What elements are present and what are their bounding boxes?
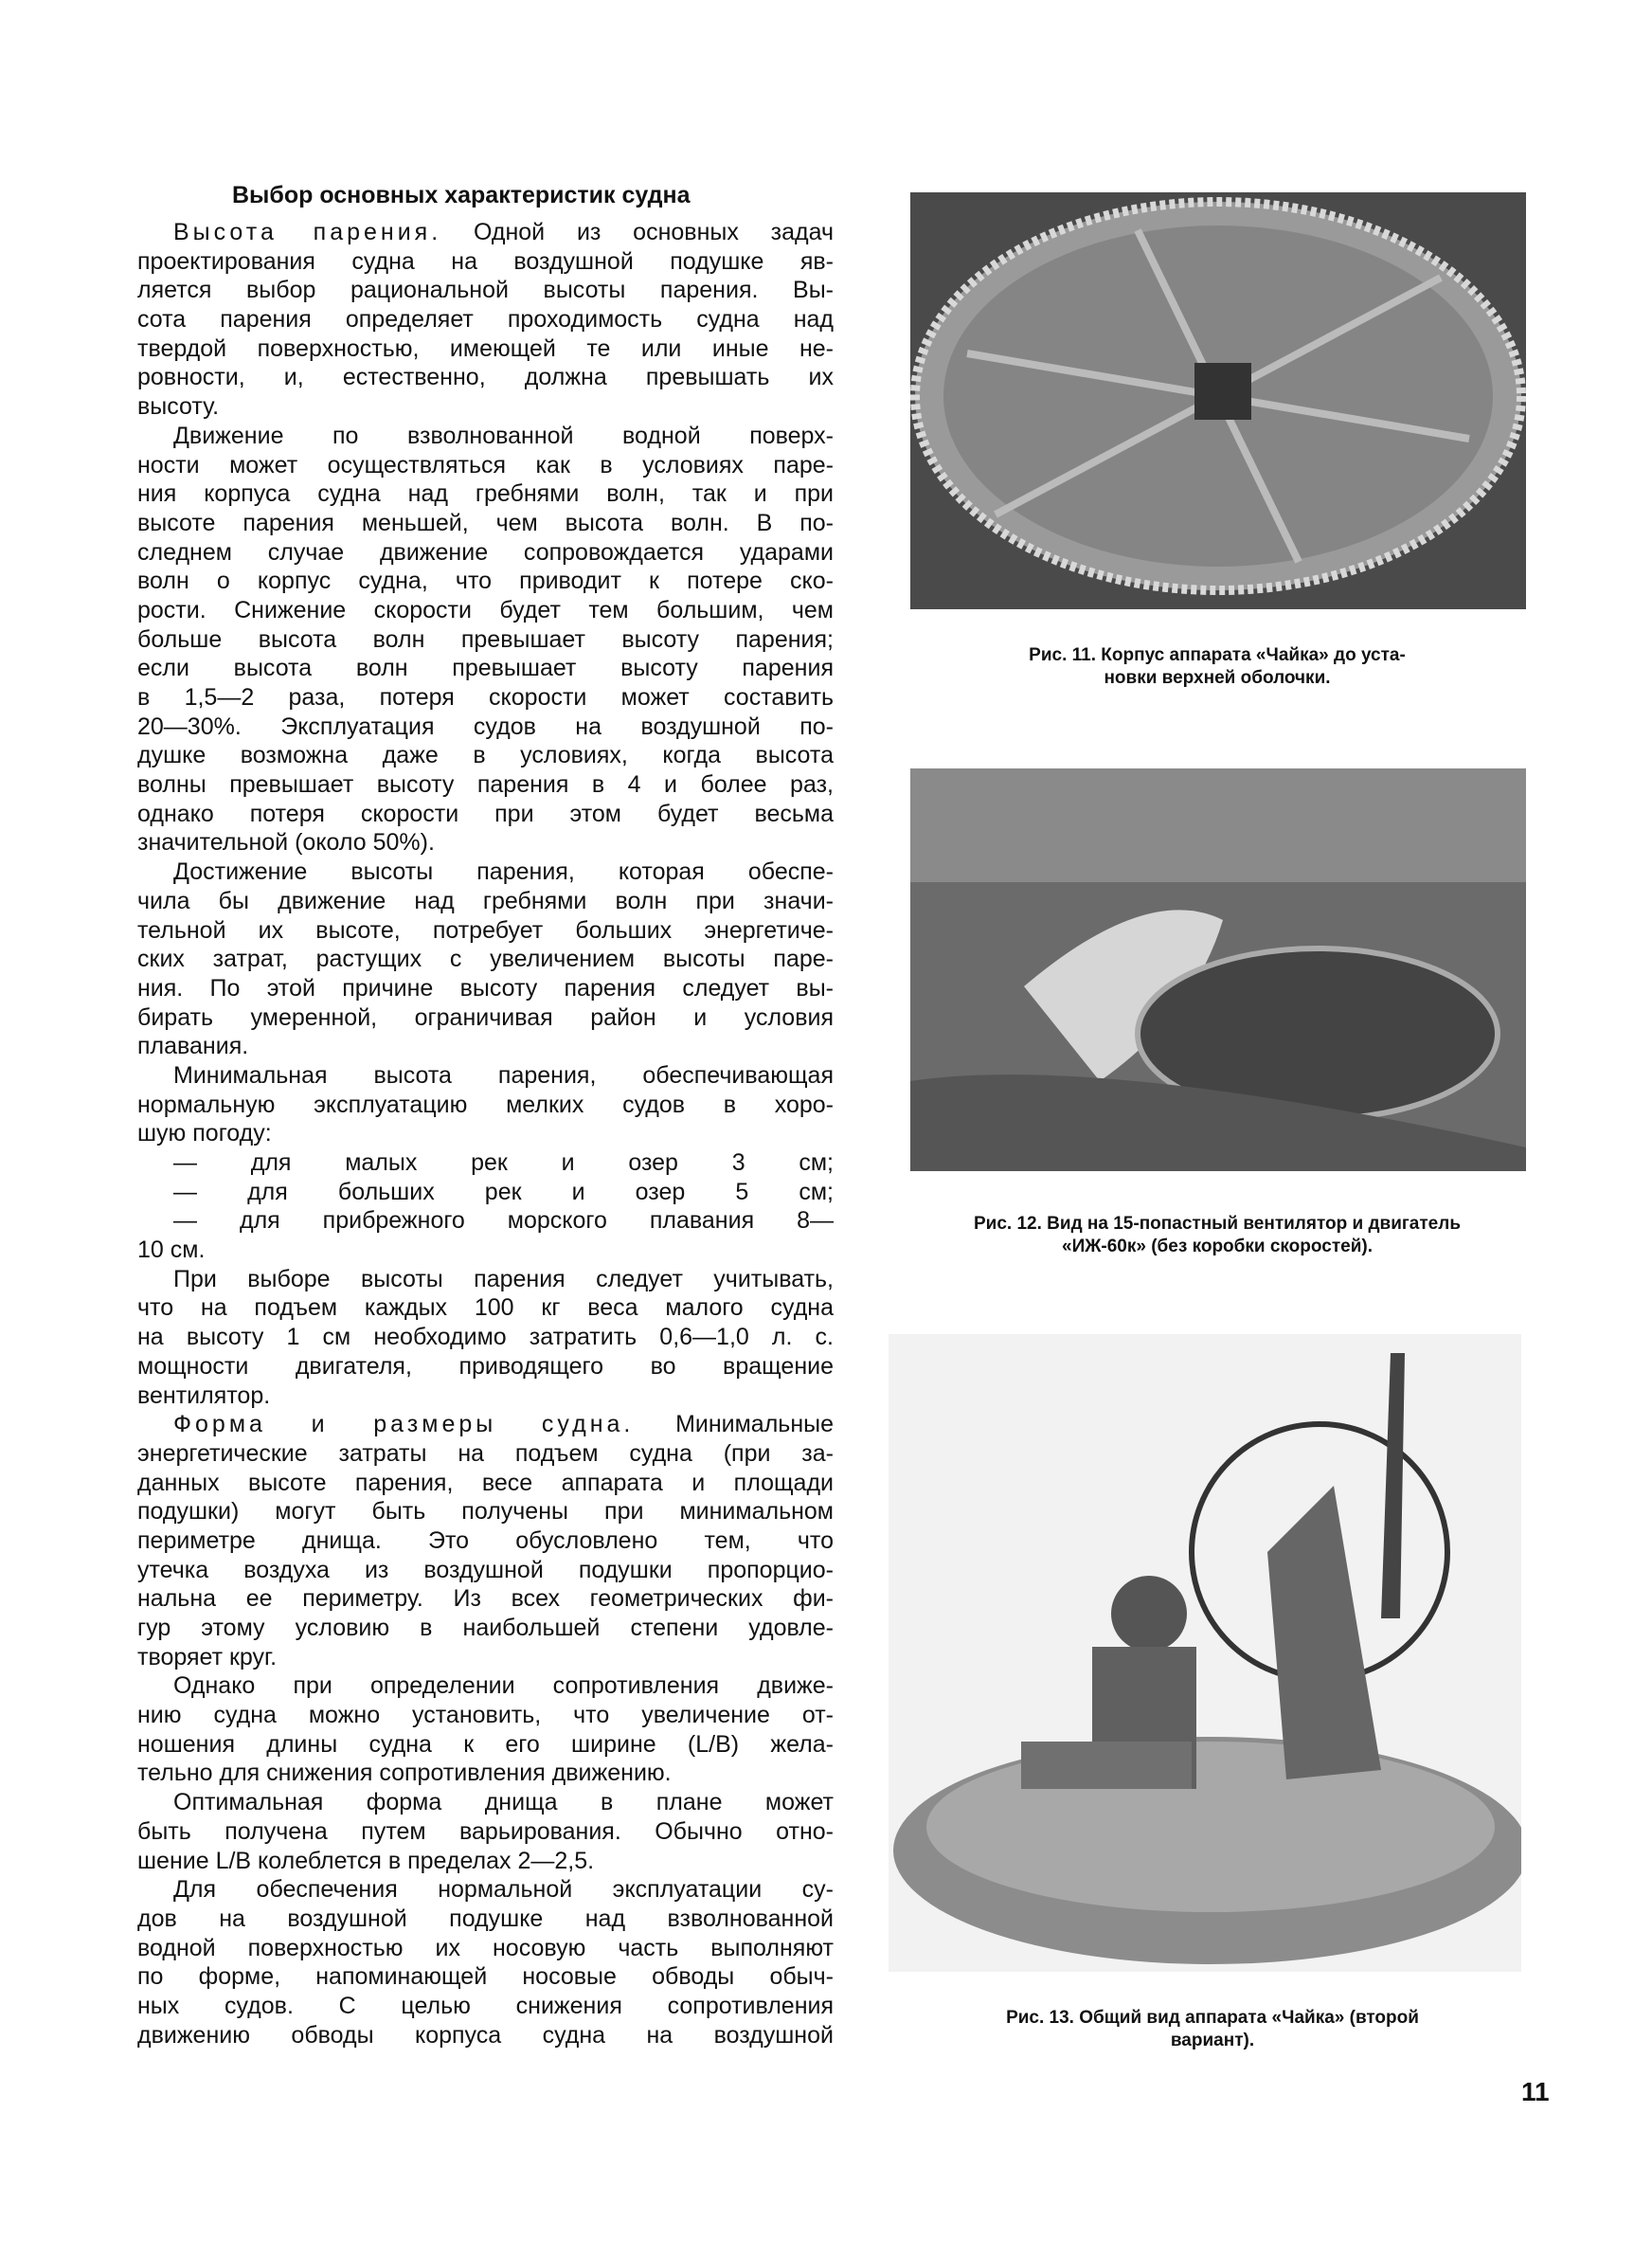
line-text: если высота волн превышает высоту парения: [137, 655, 834, 682]
text-line: [137, 1003, 834, 1033]
line-text: Движение по взволнованной водной поверх-: [173, 422, 834, 449]
line-text: подушки) могут быть получены при минимальном: [137, 1498, 834, 1526]
line-text: на высоту 1 см необходимо затратить 0,6—1,0 л. с.: [137, 1324, 834, 1351]
run-in-heading: Форма и размеры судна.: [173, 1411, 635, 1438]
text-line: [137, 1293, 834, 1323]
text-line: [137, 596, 834, 625]
figure-11-caption: [938, 644, 1497, 690]
line-text: мощности двигателя, приводящего во вращение: [137, 1352, 834, 1380]
caption-line: вариант).: [1170, 2031, 1255, 2050]
line-text: ния корпуса судна над гребнями волн, так и при: [137, 480, 834, 508]
body-text-column: [137, 218, 834, 2049]
figure-13-caption: [909, 2007, 1516, 2052]
text-line: [137, 800, 834, 829]
line-text: быть получена путем варьирования. Обычно отно-: [137, 1817, 834, 1845]
text-line: [137, 1061, 834, 1091]
text-line: [137, 1847, 834, 1876]
text-line: [137, 1759, 834, 1788]
line-text: При выборе высоты парения следует учитывать,: [173, 1265, 834, 1292]
paragraph: [137, 1788, 834, 1875]
line-text: тельно для снижения сопротивления движению.: [137, 1760, 672, 1787]
text-line: [137, 1992, 834, 2021]
text-line: [137, 654, 834, 683]
line-text: по форме, напоминающей носовые обводы обыч-: [137, 1963, 834, 1991]
text-line: [137, 509, 834, 538]
text-line: [137, 1556, 834, 1585]
line-text: Оптимальная форма днища в плане может: [173, 1789, 834, 1816]
line-text: водной поверхностью их носовую часть выполняют: [137, 1934, 834, 1961]
caption-line: новки верхней оболочки.: [1104, 668, 1331, 688]
text-line: [137, 1352, 834, 1381]
paragraph: [137, 422, 834, 858]
text-line: [137, 422, 834, 451]
list-item-line: [137, 1178, 834, 1207]
page-number: 11: [1521, 2077, 1550, 2106]
line-text: бирать умеренной, ограничивая район и условия: [137, 1003, 834, 1031]
line-text: больше высота волн превышает высоту парения;: [137, 625, 834, 653]
text-line: [137, 247, 834, 277]
text-line: [137, 974, 834, 1003]
line-text: рости. Снижение скорости будет тем большим, чем: [137, 596, 834, 623]
text-line: [137, 1410, 834, 1439]
line-text: тельной их высоте, потребует больших энергетиче-: [137, 916, 834, 944]
text-line: [137, 1817, 834, 1847]
list-item-line: [137, 1206, 834, 1236]
text-line: [137, 1265, 834, 1294]
line-text: Минимальные: [634, 1411, 835, 1438]
line-text: Однако при определении сопротивления движе-: [173, 1672, 834, 1700]
line-text: ляется выбор рациональной высоты парения. Вы-: [137, 277, 834, 304]
paragraph: [137, 218, 834, 422]
figure-12-caption: [900, 1213, 1535, 1258]
figure-11-photo: [910, 192, 1526, 609]
figure-13-photo: [889, 1334, 1521, 1972]
text-line: [137, 2021, 834, 2050]
line-text: значительной (около 50%).: [137, 829, 435, 857]
text-line: [137, 479, 834, 509]
line-text: — для малых рек и озер 3 см;: [173, 1149, 834, 1176]
text-line: [137, 1032, 834, 1061]
line-text: высоту.: [137, 393, 220, 421]
text-line: [137, 1671, 834, 1701]
caption-line: Рис. 13. Общий вид аппарата «Чайка» (второй: [1006, 2008, 1419, 2028]
text-line: [137, 916, 834, 946]
text-line: [137, 392, 834, 422]
line-text: шую погоду:: [137, 1120, 272, 1147]
line-text: высоте парения меньшей, чем высота волн. В по-: [137, 509, 834, 536]
text-line: [137, 1788, 834, 1817]
line-text: Одной из основных задач: [441, 219, 834, 245]
text-line: [137, 1934, 834, 1963]
list-item-line: [137, 1236, 834, 1265]
line-text: волны превышает высоту парения в 4 и более раз,: [137, 771, 834, 799]
line-text: твердой поверхностью, имеющей те или иные не-: [137, 334, 834, 362]
line-text: энергетические затраты на подъем судна (при за-: [137, 1439, 834, 1467]
text-line: [137, 1439, 834, 1469]
text-line: [137, 1469, 834, 1498]
text-line: [137, 1643, 834, 1672]
text-line: [137, 741, 834, 770]
line-text: гур этому условию в наибольшей степени удовле-: [137, 1615, 834, 1641]
text-line: [137, 1526, 834, 1556]
line-text: — для прибрежного морского плавания 8—: [173, 1207, 834, 1235]
section-heading: Выбор основных характеристик судна: [232, 182, 691, 208]
text-line: [137, 828, 834, 858]
line-text: Для обеспечения нормальной эксплуатации су-: [173, 1876, 834, 1904]
line-text: нормальную эксплуатацию мелких судов в хоро-: [137, 1091, 834, 1118]
line-text: — для больших рек и озер 5 см;: [173, 1178, 834, 1205]
caption-line: Рис. 11. Корпус аппарата «Чайка» до уста-: [1029, 645, 1406, 665]
text-line: [137, 1091, 834, 1120]
line-text: 20—30%. Эксплуатация судов на воздушной по-: [137, 713, 834, 740]
text-line: [137, 305, 834, 334]
line-text: в 1,5—2 раза, потеря скорости может составить: [137, 684, 834, 711]
line-text: однако потеря скорости при этом будет весьма: [137, 800, 834, 827]
text-line: [137, 451, 834, 480]
text-line: [137, 887, 834, 916]
line-text: шение L/B колеблется в пределах 2—2,5.: [137, 1847, 595, 1874]
text-line: [137, 538, 834, 568]
caption-line: Рис. 12. Вид на 15-попастный вентилятор и двигатель: [974, 1214, 1461, 1234]
line-text: волн о корпус судна, что приводит к потере ско-: [137, 568, 834, 595]
text-line: [137, 1875, 834, 1905]
text-line: [137, 1119, 834, 1148]
line-text: периметре днища. Это обусловлено тем, что: [137, 1526, 834, 1554]
line-text: вентилятор.: [137, 1381, 271, 1409]
text-line: [137, 1323, 834, 1352]
line-text: дов на воздушной подушке над взволнованной: [137, 1905, 834, 1932]
line-text: следнем случае движение сопровождается ударами: [137, 538, 834, 566]
paragraph: [137, 1265, 834, 1410]
line-text: нию судна можно установить, что увеличение от-: [137, 1702, 834, 1729]
line-text: чила бы движение над гребнями волн при значи-: [137, 887, 834, 914]
text-line: [137, 363, 834, 392]
text-line: [137, 1614, 834, 1643]
text-line: [137, 770, 834, 800]
line-text: ных судов. С целью снижения сопротивления: [137, 1992, 834, 2019]
line-text: плавания.: [137, 1033, 249, 1060]
caption-line: «ИЖ-60к» (без коробки скоростей).: [1062, 1237, 1373, 1256]
list-item-line: [137, 1148, 834, 1178]
text-line: [137, 276, 834, 305]
line-text: что на подъем каждых 100 кг веса малого судна: [137, 1294, 834, 1322]
paragraph: [137, 1410, 834, 1671]
paragraph: [137, 858, 834, 1061]
text-line: [137, 1701, 834, 1730]
paragraph: [137, 1061, 834, 1148]
line-text: душке возможна даже в условиях, когда высота: [137, 742, 834, 769]
text-line: [137, 567, 834, 596]
line-text: ния. По этой причине высоту парения следует вы-: [137, 974, 834, 1002]
text-line: [137, 1905, 834, 1934]
text-line: [137, 1381, 834, 1411]
line-text: ских затрат, растущих с увеличением высоты паре-: [137, 946, 834, 973]
text-line: [137, 858, 834, 887]
figure-12-photo: [910, 768, 1526, 1171]
line-text: нальна ее периметру. Из всех геометрических фи-: [137, 1585, 834, 1613]
line-text: движению обводы корпуса судна на воздушной: [137, 2021, 834, 2049]
line-text: ношения длины судна к его ширине (L/B) жела-: [137, 1730, 834, 1758]
line-text: 10 см.: [137, 1237, 206, 1264]
text-line: [137, 945, 834, 974]
line-text: ности может осуществляться как в условиях паре-: [137, 451, 834, 478]
text-line: [137, 713, 834, 742]
text-line: [137, 218, 834, 247]
line-text: творяет круг.: [137, 1643, 278, 1670]
text-line: [137, 1584, 834, 1614]
text-line: [137, 1962, 834, 1992]
run-in-heading: Высота парения.: [173, 219, 442, 245]
line-text: данных высоте парения, весе аппарата и площади: [137, 1469, 834, 1496]
bullet-list: [137, 1148, 834, 1265]
text-line: [137, 625, 834, 655]
line-text: сота парения определяет проходимость судна над: [137, 306, 834, 334]
line-text: Минимальная высота парения, обеспечивающая: [173, 1061, 834, 1089]
text-line: [137, 1730, 834, 1760]
line-text: ровности, и, естественно, должна превышать их: [137, 364, 834, 391]
text-line: [137, 1497, 834, 1526]
text-line: [137, 334, 834, 364]
line-text: проектирования судна на воздушной подушке яв-: [137, 247, 834, 275]
paragraph: [137, 1671, 834, 1788]
line-text: Достижение высоты парения, которая обеспе-: [173, 858, 834, 886]
line-text: утечка воздуха из воздушной подушки пропорцио-: [137, 1556, 834, 1583]
text-line: [137, 683, 834, 713]
paragraph: [137, 1875, 834, 2049]
